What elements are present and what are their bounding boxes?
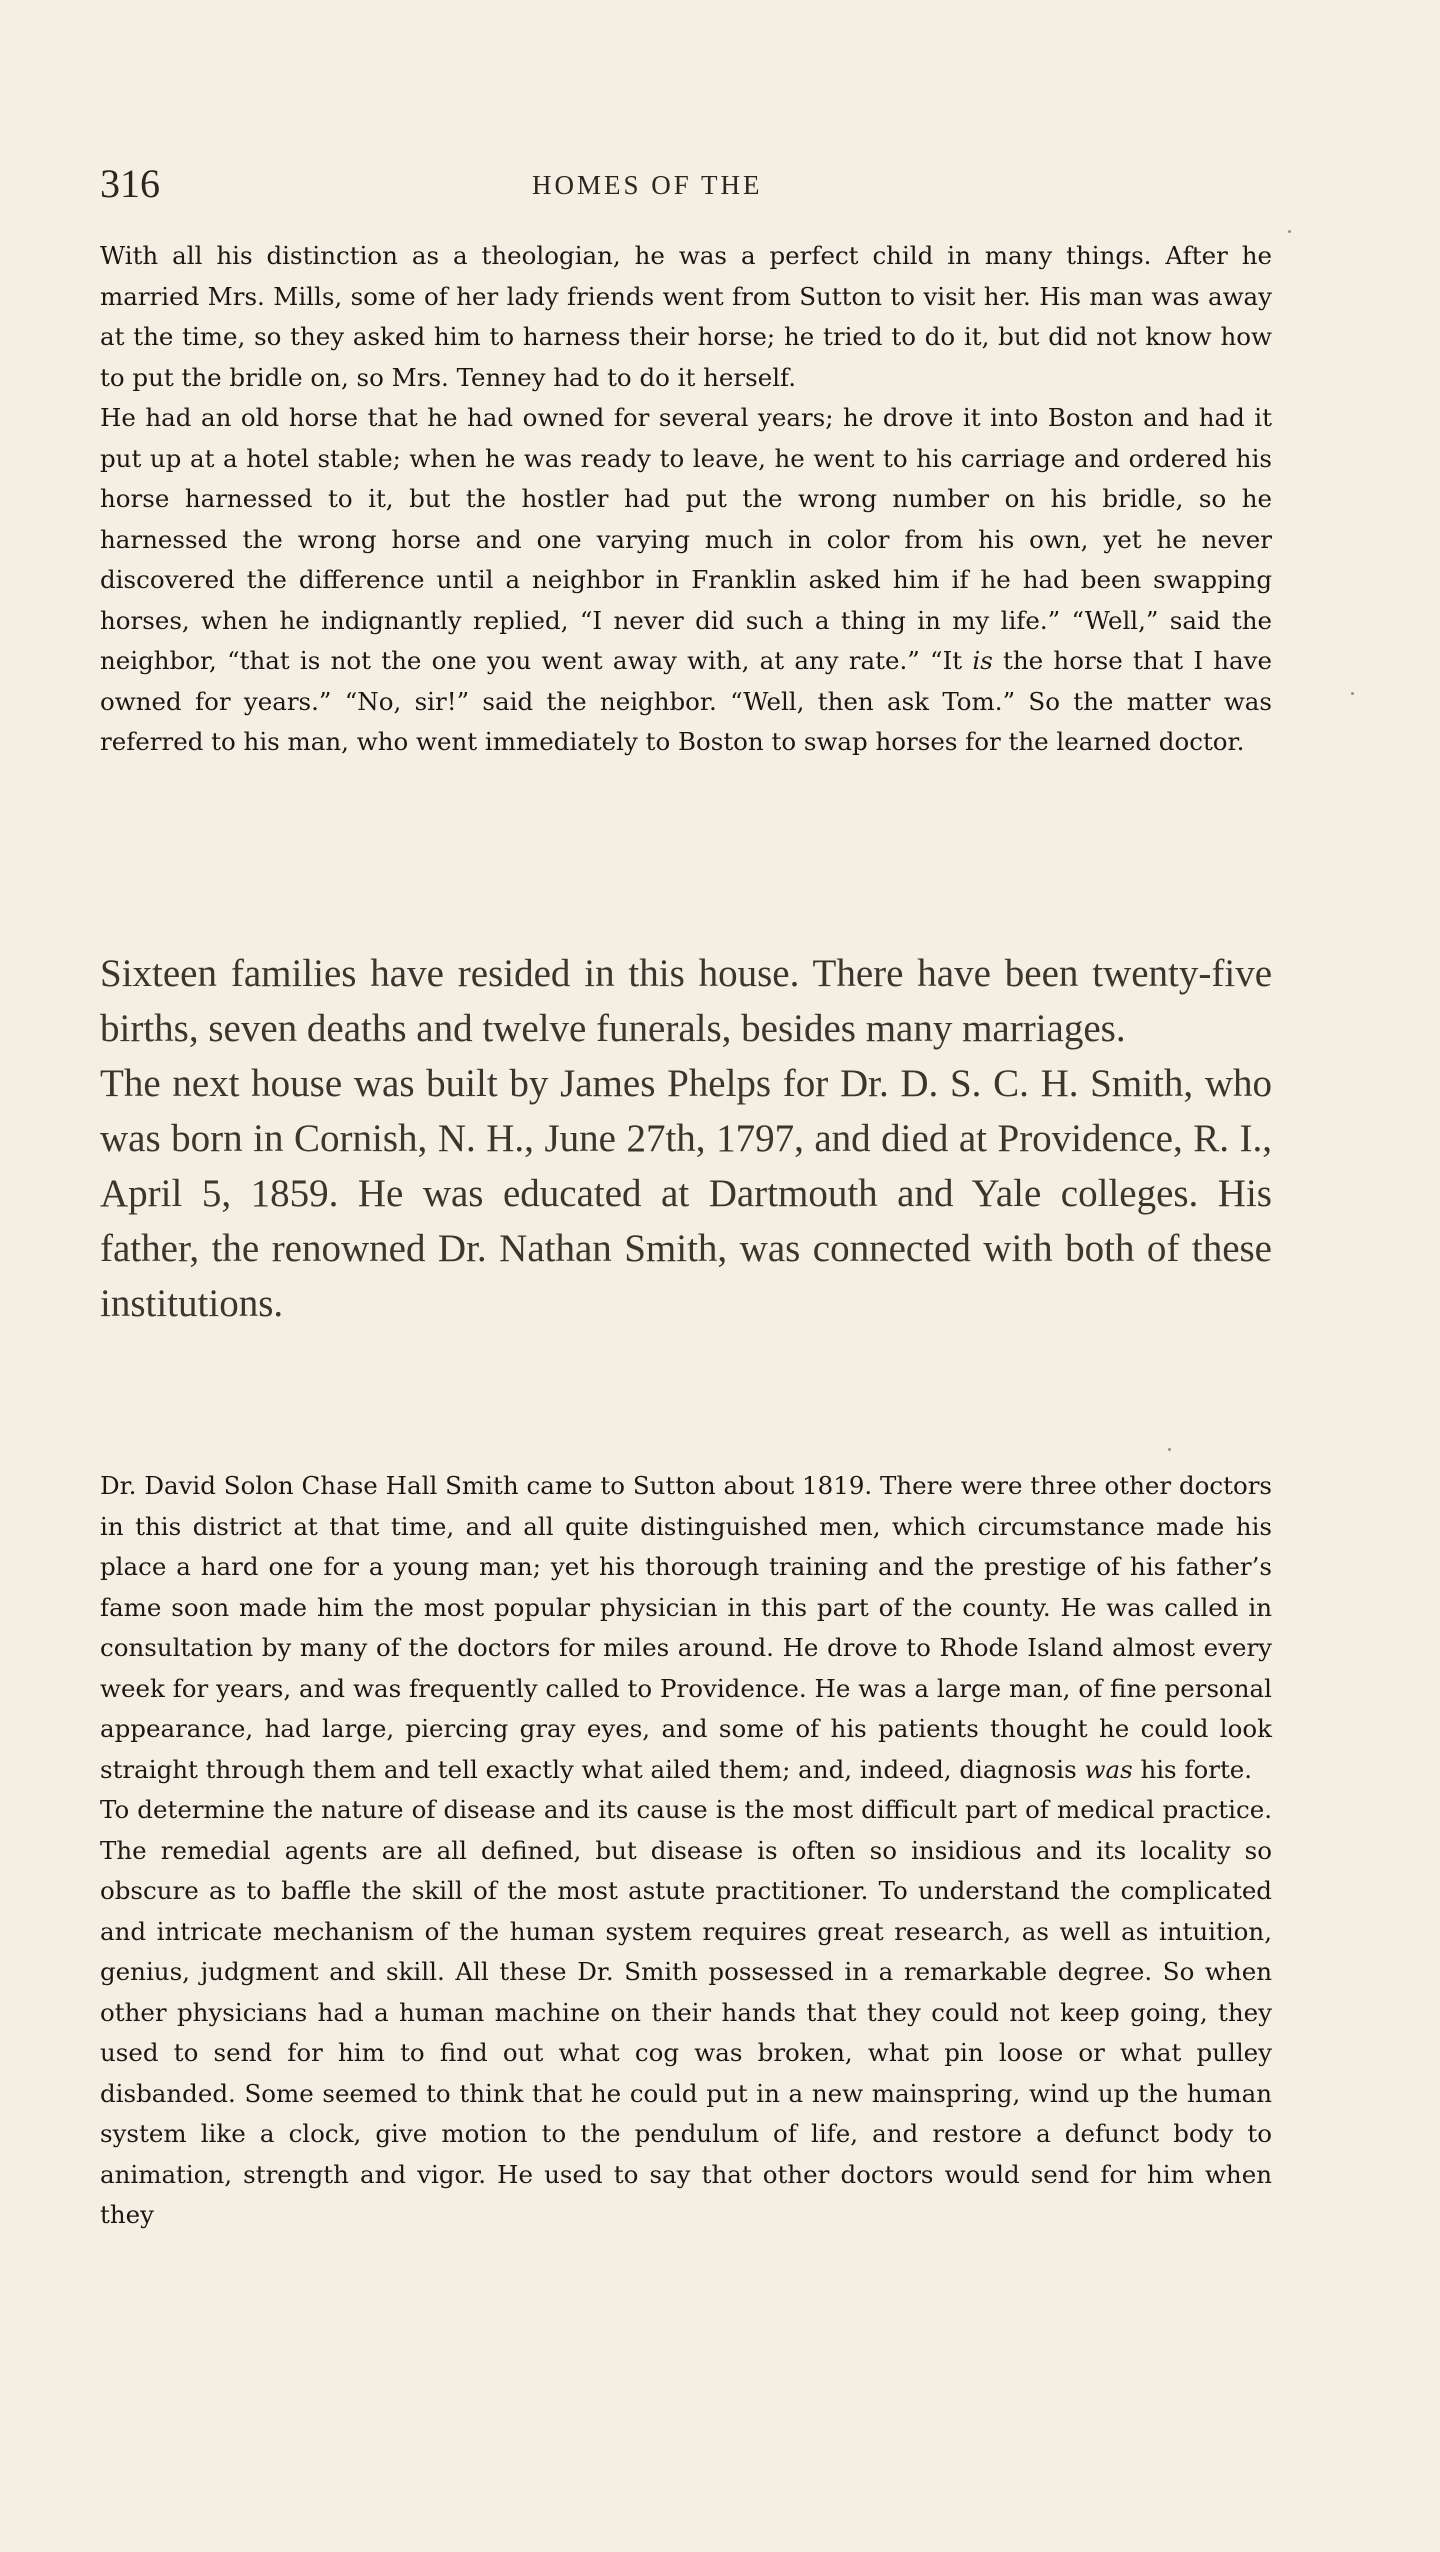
anecdote-text-b: the horse that I have owned for years.” “No, sir!” said the neighbor. “Well, then ask Tom.” So the matter was referred to his man, who went immediately to Boston to swap horses for the learned doctor.: [100, 646, 1272, 756]
paper-speck: [1288, 230, 1291, 233]
paper-speck: [1351, 692, 1354, 695]
emphasis-is: is: [972, 646, 993, 675]
anecdote-section: [100, 236, 1272, 763]
anecdote-paragraph-1: With all his distinction as a theologian, he was a perfect child in many things. After he married Mrs. Mills, some of her lady friends went from Sutton to visit her. His man was away at the time, so they asked him to harness their horse; he tried to do it, but did not know how to put the bridle on, so Mrs. Tenney had to do it herself.: [100, 241, 1272, 392]
biography-text-a: Dr. David Solon Chase Hall Smith came to Sutton about 1819. There were three other doctors in this district at that time, and all quite distinguished men, which circumstance made his place a hard one for a young man; yet his thorough training and the prestige of his father’s fame soon made him the most popular physician in this part of the county. He was called in consultation by many of the doctors for miles around. He drove to Rhode Island almost every week for years, and was frequently called to Providence. He was a large man, of fine personal appearance, had large, piercing gray eyes, and some of his patients thought he could look straight through them and tell exactly what ailed them; and, indeed, diagnosis: [100, 1471, 1272, 1784]
biography-paragraph-2: To determine the nature of disease and its cause is the most difficult part of medical practice. The remedial agents are all defined, but disease is often so insidious and its locality so obscure as to baffle the skill of the most astute practitioner. To understand the complicated and intricate mechanism of the human system requires great research, as well as intuition, genius, judgment and skill. All these Dr. Smith possessed in a remarkable degree. So when other physicians had a human machine on their hands that they could not keep going, they used to send for him to find out what cog was broken, what pin loose or what pulley disbanded. Some seemed to think that he could put in a new mainspring, wind up the human system like a clock, give motion to the pendulum of life, and restore a defunct body to animation, strength and vigor. He used to say that other doctors would send for him when they: [100, 1795, 1272, 2229]
biography-paragraph-1: [100, 1466, 1272, 1790]
running-title: HOMES OF THE: [532, 170, 763, 200]
emphasis-was: was: [1084, 1754, 1133, 1784]
summary-paragraph-1: Sixteen families have resided in this house. There have been twenty-five births, seven deaths and twelve funerals, besides many marriages.: [100, 952, 1272, 1050]
running-head: [100, 160, 1280, 210]
biography-section: [100, 1466, 1272, 2236]
anecdote-text-a: He had an old horse that he had owned for several years; he drove it into Boston and had it put up at a hotel stable; when he was ready to leave, he went to his carriage and ordered his horse harnessed to it, but the hostler had put the wrong number on his bridle, so he harnessed the wrong horse and one varying much in color from his own, yet he never discovered the difference until a neighbor in Franklin asked him if he had been swapping horses, when he indignantly replied, “I never did such a thing in my life.” “Well,” said the neighbor, “that is not the one you went away with, at any rate.” “It: [100, 403, 1272, 675]
summary-section: [100, 946, 1272, 1331]
anecdote-paragraph-2: [100, 398, 1272, 763]
biography-text-b: his forte.: [1132, 1754, 1253, 1784]
summary-paragraph-2: The next house was built by James Phelps for Dr. D. S. C. H. Smith, who was born in Cornish, N. H., June 27th, 1797, and died at Providence, R. I., April 5, 1859. He was educated at Dartmouth and Yale colleges. His father, the renowned Dr. Nathan Smith, was connected with both of these institutions.: [100, 1062, 1272, 1325]
page-number: 316: [100, 161, 160, 206]
paper-speck: [1168, 1448, 1171, 1451]
